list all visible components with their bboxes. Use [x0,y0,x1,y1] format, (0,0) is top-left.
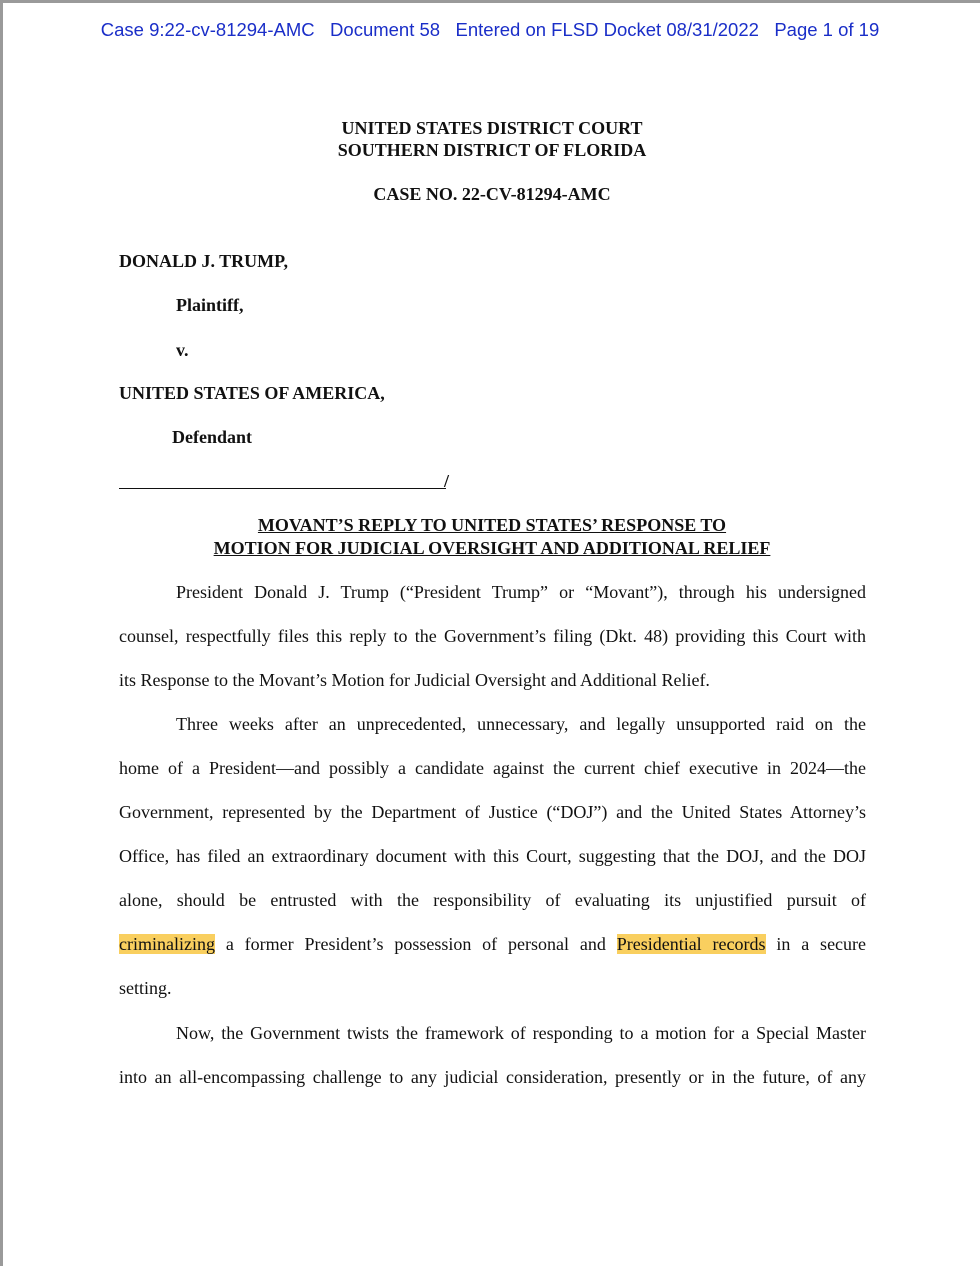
defendant-label: Defendant [172,427,252,447]
body-line: President Donald J. Trump (“President Trump” or “Movant”), through his undersigned [176,582,866,602]
highlight-criminalizing: criminalizing [119,934,215,954]
stamp-document: Document 58 [330,19,441,40]
caption-rule [119,488,446,489]
docket-header-stamp [0,19,980,41]
body-line: its Response to the Movant’s Motion for Judicial Oversight and Additional Relief. [119,670,710,690]
body-line: alone, should be entrusted with the responsibility of evaluating its unjustified pursuit of [119,890,866,910]
body-line: home of a President—and possibly a candidate against the current chief executive in 2024—the [119,758,866,778]
court-name: UNITED STATES DISTRICT COURT [341,118,643,138]
window-frame-top [0,0,980,3]
body-line: into an all-encompassing challenge to any judicial consideration, presently or in the future, of any [119,1067,866,1087]
case-number: CASE NO. 22-CV-81294-AMC [373,184,611,204]
body-line: counsel, respectfully files this reply to the Government’s filing (Dkt. 48) providing this Court with [119,626,866,646]
caption-slash: / [444,471,450,491]
versus: v. [176,340,189,360]
body-line-highlighted [119,933,866,955]
body-text: a former President’s possession of personal and [225,934,606,954]
document-title-line1: MOVANT’S REPLY TO UNITED STATES’ RESPONSE TO [257,515,727,535]
stamp-page: Page 1 of 19 [774,19,880,40]
body-text: in a secure [776,934,867,954]
stamp-entered: Entered on FLSD Docket 08/31/2022 [455,19,759,40]
body-line: Government, represented by the Department of Justice (“DOJ”) and the United States Attorney’s [119,802,866,822]
highlight-presidential-records: Presidential records [616,934,766,954]
body-line: Three weeks after an unprecedented, unnecessary, and legally unsupported raid on the [176,714,866,734]
body-line: Office, has filed an extraordinary document with this Court, suggesting that the DOJ, and the DOJ [119,846,866,866]
stamp-case: Case 9:22-cv-81294-AMC [100,19,315,40]
body-line: setting. [119,978,172,998]
defendant-name: UNITED STATES OF AMERICA, [119,383,385,403]
court-district: SOUTHERN DISTRICT OF FLORIDA [337,140,647,160]
body-line: Now, the Government twists the framework of responding to a motion for a Special Master [176,1023,866,1043]
plaintiff-label: Plaintiff, [176,295,244,315]
plaintiff-name: DONALD J. TRUMP, [119,251,289,271]
document-title-line2: MOTION FOR JUDICIAL OVERSIGHT AND ADDITIONAL RELIEF [213,538,771,558]
